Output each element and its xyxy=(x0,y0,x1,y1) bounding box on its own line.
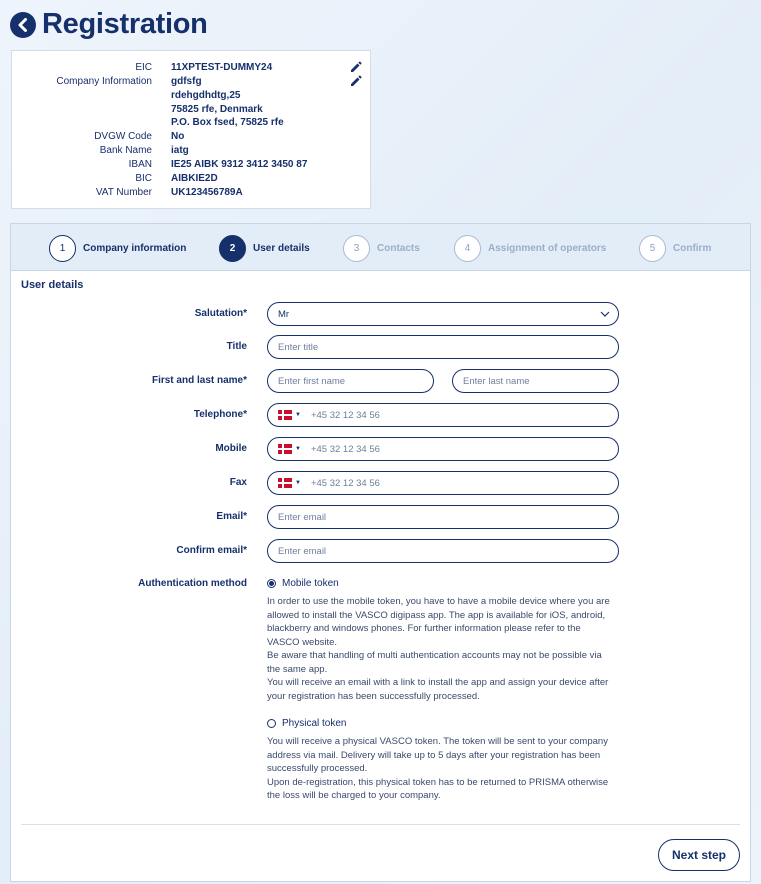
step-number: 4 xyxy=(454,235,481,262)
description-line: your registration has been successfully processed. xyxy=(267,690,480,702)
bic-value: AIBKIE2D xyxy=(171,173,218,184)
email-input[interactable] xyxy=(278,512,618,523)
country-code-selector[interactable] xyxy=(278,410,301,420)
description-line: blackberry and windows phones. For further information please refer to the xyxy=(267,623,581,634)
telephone-field[interactable] xyxy=(267,403,619,427)
vat-row xyxy=(12,186,370,199)
mobile-token-label: Mobile token xyxy=(282,578,339,589)
caret-down-icon: ▼ xyxy=(295,412,301,418)
fax-label: Fax xyxy=(229,477,247,488)
edit-company-pencil-icon[interactable] xyxy=(349,74,363,88)
chevron-left-icon xyxy=(17,18,29,32)
name-label: First and last name* xyxy=(151,375,247,386)
confirm-email-label: Confirm email* xyxy=(176,545,247,556)
page-title: Registration xyxy=(42,8,208,40)
mobile-token-radio[interactable] xyxy=(267,579,276,588)
form-divider xyxy=(21,824,740,825)
fax-input[interactable] xyxy=(311,478,618,489)
description-line: address via mail. Delivery will take up to 5 days after your registration has been xyxy=(267,749,601,761)
bank-label: Bank Name xyxy=(99,145,152,156)
fax-field[interactable] xyxy=(267,471,619,495)
mobile-input[interactable] xyxy=(311,444,618,455)
wizard-stepper xyxy=(11,224,750,271)
denmark-flag-icon xyxy=(278,410,292,420)
iban-label: IBAN xyxy=(128,159,152,170)
vat-value: UK123456789A xyxy=(171,187,243,198)
telephone-input[interactable] xyxy=(311,410,618,421)
dvgw-label: DVGW Code xyxy=(94,131,152,142)
iban-value: IE25 AIBK 9312 3412 3450 87 xyxy=(171,159,308,170)
step-number: 1 xyxy=(49,235,76,262)
company-info-label: Company Information xyxy=(56,76,152,87)
step-number: 5 xyxy=(639,235,666,262)
step-number: 3 xyxy=(343,235,370,262)
step-label: User details xyxy=(253,242,310,254)
vat-label: VAT Number xyxy=(95,187,152,198)
mobile-label: Mobile xyxy=(215,443,247,454)
section-title: User details xyxy=(21,279,84,291)
description-line: You will receive an email with a link to install the app and assign your device after xyxy=(267,677,609,688)
first-name-field[interactable] xyxy=(267,369,434,393)
first-name-input[interactable] xyxy=(278,376,433,387)
mobile-token-description xyxy=(267,595,623,703)
mobile-field[interactable] xyxy=(267,437,619,461)
step-label: Assignment of operators xyxy=(488,242,607,254)
denmark-flag-icon xyxy=(278,444,292,454)
salutation-value: Mr xyxy=(278,308,290,320)
eic-value: 11XPTEST-DUMMY24 xyxy=(171,62,273,73)
title-field[interactable] xyxy=(267,335,619,359)
bank-value: iatg xyxy=(171,145,189,156)
registration-wizard xyxy=(10,223,751,882)
back-button[interactable] xyxy=(10,12,36,38)
denmark-flag-icon xyxy=(278,478,292,488)
title-input[interactable] xyxy=(278,342,618,353)
next-step-button[interactable]: Next step xyxy=(658,839,740,871)
chevron-down-icon xyxy=(600,311,610,317)
step-company-information[interactable] xyxy=(49,234,186,262)
email-label: Email* xyxy=(216,511,247,522)
step-assignment-of-operators[interactable] xyxy=(454,234,606,262)
bank-row xyxy=(12,144,370,157)
description-line: VASCO website. xyxy=(267,636,338,648)
physical-token-description xyxy=(267,735,623,803)
description-line: Be aware that handling of multi authentication accounts may not be possible via xyxy=(267,650,602,661)
eic-row xyxy=(12,61,370,74)
page-header xyxy=(10,8,208,41)
physical-token-option[interactable] xyxy=(267,718,346,729)
step-contacts[interactable] xyxy=(343,234,420,262)
iban-row xyxy=(12,158,370,171)
eic-label: EIC xyxy=(135,62,152,73)
step-label: Company information xyxy=(83,242,187,254)
bic-label: BIC xyxy=(135,173,152,184)
company-info-row xyxy=(12,75,370,88)
physical-token-radio[interactable] xyxy=(267,719,276,728)
company-street-value: rdehgdhdtg,25 xyxy=(171,90,241,101)
salutation-select[interactable] xyxy=(267,302,619,326)
step-user-details[interactable] xyxy=(219,234,310,262)
description-line: the same app. xyxy=(267,663,328,675)
description-line: successfully processed. xyxy=(267,763,368,774)
description-line: You will receive a physical VASCO token. The token will be sent to your company xyxy=(267,736,608,747)
country-code-selector[interactable] xyxy=(278,478,301,488)
last-name-input[interactable] xyxy=(463,376,618,387)
company-summary-card xyxy=(11,50,371,209)
title-label: Title xyxy=(226,341,247,352)
edit-eic-pencil-icon[interactable] xyxy=(349,60,363,74)
description-line: In order to use the mobile token, you have to have a mobile device where you are xyxy=(267,596,610,607)
bic-row xyxy=(12,172,370,185)
caret-down-icon: ▼ xyxy=(295,446,301,452)
dvgw-row xyxy=(12,130,370,143)
step-confirm[interactable] xyxy=(639,234,711,262)
email-field[interactable] xyxy=(267,505,619,529)
company-name-value: gdfsfg xyxy=(171,76,202,87)
description-line: the loss will be charged to your company. xyxy=(267,790,441,801)
step-label: Confirm xyxy=(673,242,712,254)
confirm-email-input[interactable] xyxy=(278,546,618,557)
dvgw-value: No xyxy=(171,131,185,142)
physical-token-label: Physical token xyxy=(282,718,347,729)
company-city-value: 75825 rfe, Denmark xyxy=(171,104,263,115)
step-label: Contacts xyxy=(377,242,420,254)
confirm-email-field[interactable] xyxy=(267,539,619,563)
last-name-field[interactable] xyxy=(452,369,619,393)
step-number: 2 xyxy=(219,235,246,262)
description-line: allowed to install the VASCO digipass app. The app is available for iOS, android, xyxy=(267,609,606,621)
mobile-token-option[interactable] xyxy=(267,578,339,589)
telephone-label: Telephone* xyxy=(193,409,247,420)
caret-down-icon: ▼ xyxy=(295,480,301,486)
salutation-label: Salutation* xyxy=(194,308,247,319)
auth-method-label: Authentication method xyxy=(138,578,247,589)
description-line: Upon de-registration, this physical token has to be returned to PRISMA otherwise xyxy=(267,776,609,788)
country-code-selector[interactable] xyxy=(278,444,301,454)
company-pobox-value: P.O. Box fsed, 75825 rfe xyxy=(171,117,284,128)
